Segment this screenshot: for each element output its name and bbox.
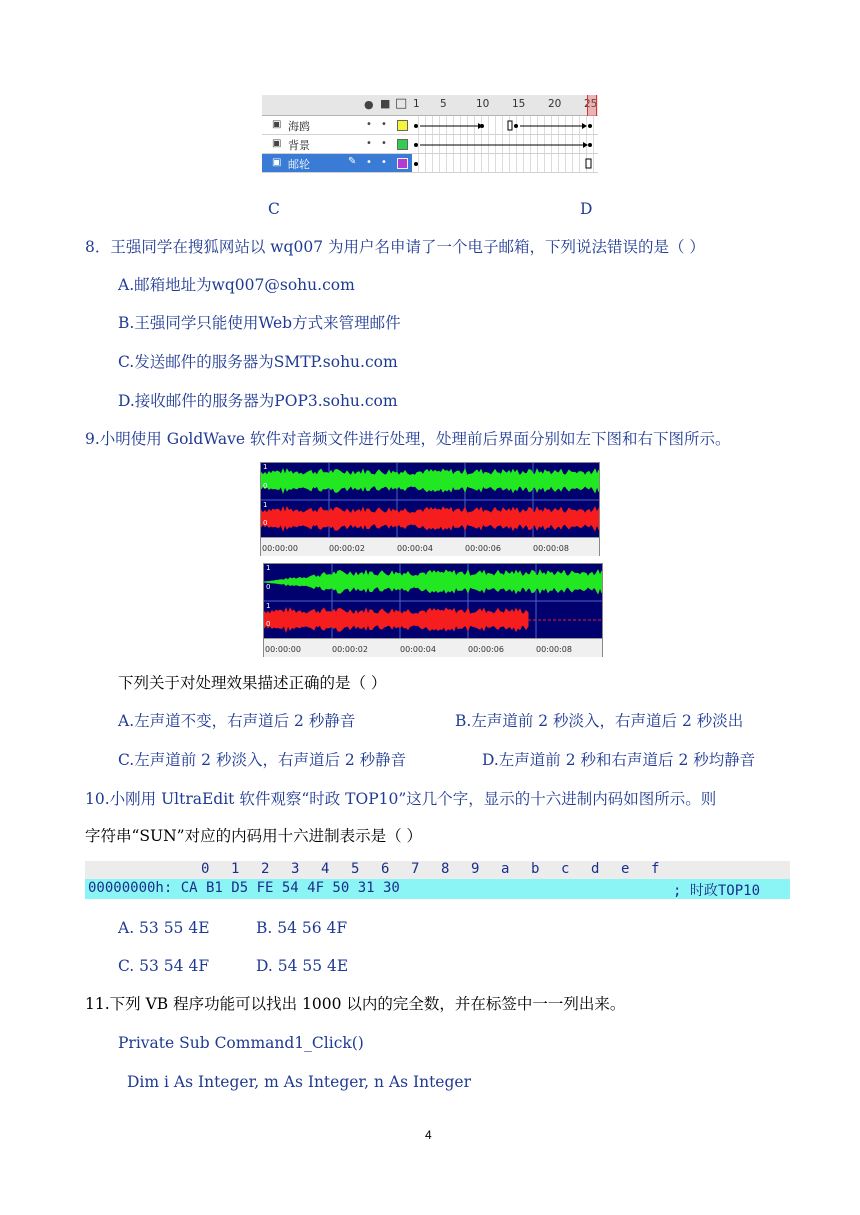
layer-row-ship: ▣ 邮轮 ✎ • • (262, 154, 598, 173)
q9-option-a: A.左声道不变，右声道后 2 秒静音 (118, 712, 356, 730)
code-line-2: Dim i As Integer, m As Integer, n As Integer (127, 1073, 471, 1091)
goldwave-after (263, 563, 603, 657)
hex-text: ; 时政TOP10 (673, 883, 761, 899)
eye-icon: ● (364, 98, 374, 111)
q10-option-c: C. 53 54 4F (118, 957, 210, 975)
q9-option-d: D.左声道前 2 秒和右声道后 2 秒均静音 (482, 751, 756, 769)
layer-color-swatch (397, 120, 408, 131)
layer-icon: ▣ (272, 157, 282, 168)
timeline-header (262, 95, 598, 116)
tween-svg (412, 116, 598, 134)
q8-option-c: C.发送邮件的服务器为SMTP.sohu.com (118, 353, 398, 371)
q8-stem: 8．王强同学在搜狐网站以 wq007 为用户名申请了一个电子邮箱，下列说法错误的是（ ） (85, 238, 705, 256)
layer-icon: ▣ (272, 138, 282, 149)
q10-option-d: D. 54 55 4E (256, 957, 349, 975)
lock-icon: ■ (380, 97, 391, 110)
figure-label-c: C (268, 200, 280, 218)
outline-icon: □ (395, 96, 408, 111)
layer-name: 邮轮 (288, 158, 310, 171)
layer-color-swatch (397, 158, 408, 169)
page-number: 4 (425, 1128, 432, 1142)
q8-option-d: D.接收邮件的服务器为POP3.sohu.com (118, 392, 398, 410)
channel-mark: 1 (263, 501, 268, 509)
q9-option-c: C.左声道前 2 秒淡入，右声道后 2 秒静音 (118, 751, 407, 769)
q8-option-a: A.邮箱地址为wq007@sohu.com (118, 276, 355, 294)
channel-mark: 1 (263, 463, 268, 471)
frame-num: 25 (584, 98, 598, 110)
figure-label-d: D (580, 200, 593, 218)
time-ruler: 00:00:00 00:00:02 00:00:04 00:00:06 00:00:08 (264, 638, 602, 657)
code-line-1: Private Sub Command1_Click() (118, 1034, 364, 1052)
q10-option-a: A. 53 55 4E (118, 919, 210, 937)
channel-mark: 0 (263, 519, 268, 527)
q9-prompt: 下列关于对处理效果描述正确的是（ ） (118, 674, 387, 692)
layer-row-background: ▣ 背景 • • (262, 135, 598, 154)
goldwave-before (260, 462, 600, 556)
time-ruler: 00:00:00 00:00:02 00:00:04 00:00:06 00:00:08 (261, 537, 599, 556)
layer-row-seagull: ▣ 海鸥 • • (262, 116, 598, 135)
hex-data-row (85, 879, 790, 899)
q8-option-b: B.王强同学只能使用Web方式来管理邮件 (118, 314, 401, 332)
hex-bytes: 00000000h: CA B1 D5 FE 54 4F 50 31 30 (88, 880, 400, 896)
layer-icon: ▣ (272, 119, 282, 130)
channel-mark: 0 (263, 482, 268, 490)
q11-stem: 11.下列 VB 程序功能可以找出 1000 以内的完全数，并在标签中一一列出来。 (85, 995, 626, 1013)
frame-track (412, 116, 598, 134)
layer-color-swatch (397, 139, 408, 150)
q10-stem-2: 字符串“SUN”对应的内码用十六进制表示是（ ） (85, 827, 423, 845)
q10-option-b: B. 54 56 4F (256, 919, 348, 937)
waveform-after (264, 564, 602, 638)
flash-timeline (262, 95, 598, 175)
frame-num: 15 (512, 98, 526, 110)
q10-stem-1: 10.小刚用 UltraEdit 软件观察“时政 TOP10”这几个字，显示的十六进制内码如图所示。则 (85, 790, 717, 808)
frame-track (412, 135, 598, 153)
pencil-icon: ✎ (348, 156, 357, 167)
channel-mark: 1 (266, 602, 271, 610)
frame-num: 5 (440, 98, 447, 110)
waveform-before (261, 463, 599, 537)
channel-mark: 1 (266, 564, 271, 572)
hex-column-header: 0 1 2 3 4 5 6 7 8 9 a b c d e f (85, 861, 790, 879)
channel-mark: 0 (266, 583, 271, 591)
layer-name: 海鸥 (288, 120, 310, 133)
q9-option-b: B.左声道前 2 秒淡入，右声道后 2 秒淡出 (455, 712, 744, 730)
channel-mark: 0 (266, 620, 271, 628)
layer-name: 背景 (288, 139, 310, 152)
frame-num: 20 (548, 98, 562, 110)
frame-track (412, 154, 598, 172)
frame-num: 1 (413, 98, 420, 110)
frame-num: 10 (476, 98, 490, 110)
q9-stem: 9.小明使用 GoldWave 软件对音频文件进行处理，处理前后界面分别如左下图和右下图所示。 (85, 430, 731, 448)
